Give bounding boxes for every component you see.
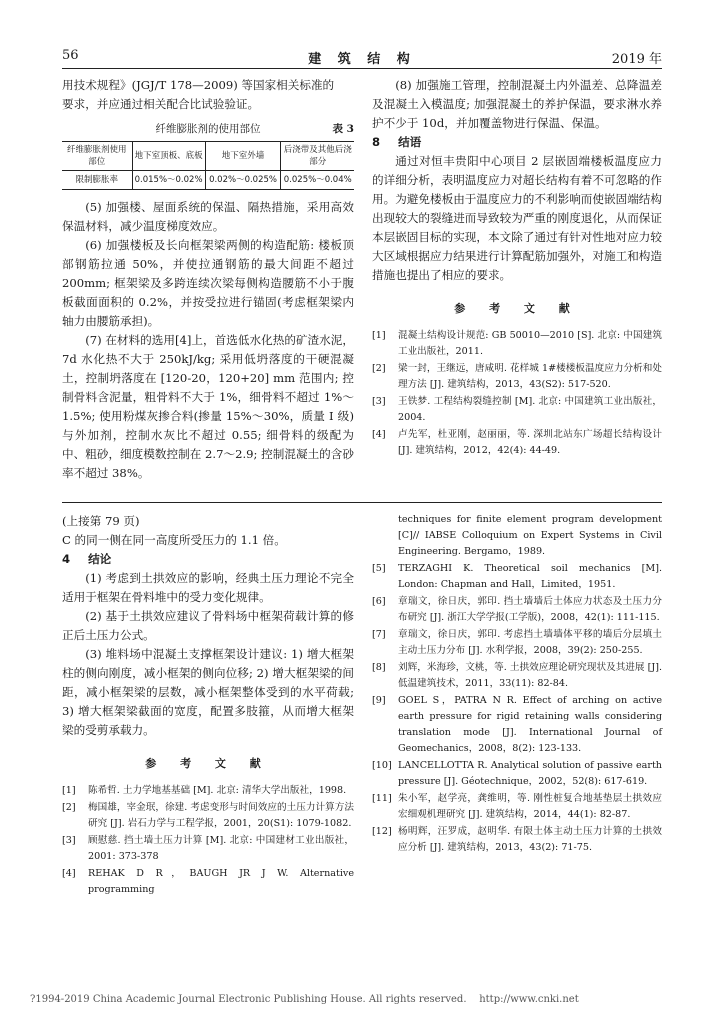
reference-item xyxy=(372,627,662,659)
header-rule xyxy=(62,68,662,69)
reference-text: 卢先军，杜亚刚，赵丽丽，等. 深圳北站东广场超长结构设计 [J]. 建筑结构，2012，42(4): 44-49. xyxy=(398,429,662,456)
reference-item xyxy=(372,561,662,593)
reference-number: [9] xyxy=(372,695,386,706)
intro-line: 要求，并应通过相关配合比试验验证。 xyxy=(62,97,260,111)
article-separator xyxy=(62,502,662,503)
references-heading: 参 考 文 献 xyxy=(145,757,271,770)
reference-text: GOEL S，PATRA N R. Effect of arching on active earth pressure for rigid retaining walls considering translation mode [J]. International Journal of Geomechanics，2008，8(2): 123-133. xyxy=(398,695,662,754)
reference-text: 章瑞文，徐日庆，郭印. 挡土墙墙后土体应力状态及土压力分布研究 [J]. 浙江大学学报(工学版)，2008，42(1): 111-115. xyxy=(398,596,662,623)
paragraph: (6) 加强楼板及长向框架梁两侧的构造配筋: 楼板顶部钢筋拉通 50%，并使拉通钢筋的最大间距不超过 200mm; 框架梁及多跨连续次梁每侧构造腰筋不小于腹板截面面积的 0.2%，并按受拉进行锚固(考虑框架梁内轴力由腰筋承担)。 xyxy=(62,238,354,328)
table-caption xyxy=(62,120,354,139)
reference-item xyxy=(372,328,662,360)
reference-item xyxy=(372,693,662,757)
reference-text: 刘辉，米海珍，文桃，等. 土拱效应理论研究现状及其进展 [J]. 低温建筑技术，2011，33(11): 82-84. xyxy=(398,662,662,689)
continued-note: (上接第 79 页) xyxy=(62,514,140,528)
paragraph: (3) 堆料场中混凝土支撑框架设计建议: 1) 增大框架柱的侧向刚度，减小框架的侧向位移; 2) 增大框架梁的间距，减小框架梁的层数，减小框架整体受到的水平荷载; 3) 增大框架梁截面的宽度，配置多肢箍，从而增大框架梁的受剪承载力。 xyxy=(62,647,354,737)
section-number: 4 xyxy=(62,552,71,566)
table-cell: 限制膨胀率 xyxy=(75,175,119,185)
paragraph: (8) 加强施工管理，控制混凝土内外温差、总降温差及混凝土入模温度; 加强混凝土的养护保温，要求淋水养护不少于 10d，并加覆盖物进行保温、保温。 xyxy=(372,78,662,130)
reference-list xyxy=(62,783,354,898)
paragraph: (2) 基于土拱效应建议了骨料场中框架荷载计算的修正后土压力公式。 xyxy=(62,609,354,642)
reference-item xyxy=(372,758,662,790)
reference-number: [6] xyxy=(372,596,386,607)
reference-item xyxy=(372,427,662,459)
reference-item xyxy=(372,660,662,692)
reference-number: [11] xyxy=(372,793,392,804)
copyright-footer: ?1994-2019 China Academic Journal Electronic Publishing House. All rights reserved. http://www.cnki.net xyxy=(30,994,579,1005)
page-number: 56 xyxy=(62,48,79,63)
reference-text: 梅国雄，宰金珉，徐建. 考虑变形与时间效应的土压力计算方法研究 [J]. 岩石力学与工程学报，2001，20(S1): 1079-1082. xyxy=(88,802,354,829)
table-cell: 0.02%～0.025% xyxy=(205,171,281,190)
reference-text: 混凝土结构设计规范: GB 50010—2010 [S]. 北京: 中国建筑工业出版社，2011. xyxy=(398,330,662,357)
bottom-left-column xyxy=(62,512,354,899)
section-title: 结论 xyxy=(88,552,112,566)
top-left-column xyxy=(62,76,354,483)
references-heading: 参 考 文 献 xyxy=(454,302,580,315)
reference-number: [4] xyxy=(372,429,386,440)
reference-item xyxy=(372,824,662,856)
table-header: 后浇带及其他后浇部分 xyxy=(281,142,354,171)
section-title: 结语 xyxy=(398,135,422,149)
table-header: 地下室顶板、底板 xyxy=(132,142,205,171)
table-number: 表 3 xyxy=(332,123,354,135)
reference-text: REHAK D R，BAUGH JR J W. Alternative programming xyxy=(88,868,354,895)
reference-text: 杨明辉，汪罗成，赵明华. 有限土体主动土压力计算的土拱效应分析 [J]. 建筑结构，2013，43(2): 71-75. xyxy=(398,826,662,853)
reference-text: 朱小军，赵学亮，龚维明，等. 刚性桩复合地基垫层土拱效应宏细观机理研究 [J]. 建筑结构，2014，44(1): 82-87. xyxy=(398,793,662,820)
reference-number: [2] xyxy=(372,363,386,374)
reference-number: [4] xyxy=(62,868,76,879)
paragraph: (5) 加强楼、屋面系统的保温、隔热措施，采用高效保温材料，减少温度梯度效应。 xyxy=(62,200,354,233)
reference-number: [2] xyxy=(62,802,76,813)
reference-list xyxy=(372,512,662,856)
intro-line: 用技术规程》(JGJ/T 178—2009) 等国家相关标准的 xyxy=(62,78,335,92)
reference-item xyxy=(372,361,662,393)
reference-item xyxy=(62,866,354,898)
reference-text: TERZAGHI K. Theoretical soil mechanics [M]. London: Chapman and Hall，Limited，1951. xyxy=(398,563,662,590)
reference-item xyxy=(372,791,662,823)
journal-year: 2019 年 xyxy=(611,52,662,67)
paragraph: (1) 考虑到土拱效应的影响，经典土压力理论不完全适用于框架在骨料堆中的受力变化规律。 xyxy=(62,571,354,604)
reference-item xyxy=(372,394,662,426)
reference-item xyxy=(62,800,354,832)
reference-text: 顾慰慈. 挡土墙土压力计算 [M]. 北京: 中国建材工业出版社，2001: 373-378 xyxy=(88,835,354,862)
section-heading xyxy=(62,550,354,569)
reference-text: 陈希哲. 土力学地基基础 [M]. 北京: 清华大学出版社，1998. xyxy=(88,785,347,796)
reference-text: 王铁梦. 工程结构裂缝控制 [M]. 北京: 中国建筑工业出版社，2004. xyxy=(398,396,662,423)
reference-text: 章瑞文，徐日庆，郭印. 考虑挡土墙墙体平移的墙后分层填土主动土压力分布 [J]. 水利学报，2008，39(2): 250-255. xyxy=(398,629,662,656)
reference-number: [1] xyxy=(372,330,386,341)
reference-number: [12] xyxy=(372,826,392,837)
reference-number: [3] xyxy=(62,835,76,846)
section-heading xyxy=(372,133,662,152)
reference-list xyxy=(372,328,662,459)
reference-text: techniques for finite element program development [C]// IABSE Colloquium on Expert Systems in Civil Engineering. Bergamo，1989. xyxy=(398,514,662,557)
journal-title: 建 筑 结 构 xyxy=(308,52,416,67)
reference-number: [1] xyxy=(62,785,76,796)
reference-item xyxy=(62,833,354,865)
bottom-right-column xyxy=(372,512,662,857)
reference-item xyxy=(62,783,354,799)
reference-number: [8] xyxy=(372,662,386,673)
top-right-column xyxy=(372,76,662,460)
reference-text: 梁一封，王继远，唐咸明. 花样城 1#楼楼板温度应力分析和处理方法 [J]. 建筑结构，2013，43(S2): 517-520. xyxy=(398,363,662,390)
table-cell: 0.015%～0.02% xyxy=(132,171,205,190)
paragraph: 通过对恒丰贵阳中心项目 2 层嵌固端楼板温度应力的详细分析，表明温度应力对超长结构有着不可忽略的作用。为避免楼板由于温度应力的不利影响而使嵌固端结构出现较大的裂缝进而导致较为严重的刚度退化，从而保证本层嵌固目标的实现，本文除了通过有针对性地对应力较大区域根据应力结果进行计算配筋加强外，对施工和构造措施也提出了相应的要求。 xyxy=(372,154,662,282)
reference-number: [3] xyxy=(372,396,386,407)
paragraph: (7) 在材料的选用[4]上，首选低水化热的矿渣水泥，7d 水化热不大于 250kJ/kg; 采用低坍落度的干硬混凝土，控制坍落度在 [120-20，120+20] mm 范围内; 控制骨料含泥量，粗骨料不大于 1%，细骨料不超过 1%～1.5%; 使用粉煤灰掺合料(掺量 15%～30%，质量 Ⅰ 级) 与外加剂，控制水灰比不超过 0.55; 细骨料的级配为中、粗砂，细度模数控制在 2.7～2.9; 控制混凝土的含砂率不超过 38%。 xyxy=(62,333,354,480)
expansion-agent-table xyxy=(62,141,354,190)
table-header: 地下室外墙 xyxy=(205,142,281,171)
reference-item xyxy=(372,594,662,626)
reference-number: [10] xyxy=(372,760,392,771)
table-header: 纤维膨胀剂使用部位 xyxy=(62,142,132,171)
section-number: 8 xyxy=(372,135,381,149)
reference-text: LANCELLOTTA R. Analytical solution of passive earth pressure [J]. Géotechnique，2002，52(8): 617-619. xyxy=(398,760,662,787)
reference-item xyxy=(372,512,662,560)
reference-number: [5] xyxy=(372,563,386,574)
table-cell: 0.025%～0.04% xyxy=(281,171,354,190)
reference-number: [7] xyxy=(372,629,386,640)
paragraph: C 的同一侧在同一高度所受压力的 1.1 倍。 xyxy=(62,533,286,547)
table-row xyxy=(62,171,354,190)
table-caption-text: 纤维膨胀剂的使用部位 xyxy=(155,123,261,135)
table-header-row xyxy=(62,142,354,171)
running-header xyxy=(62,44,662,66)
